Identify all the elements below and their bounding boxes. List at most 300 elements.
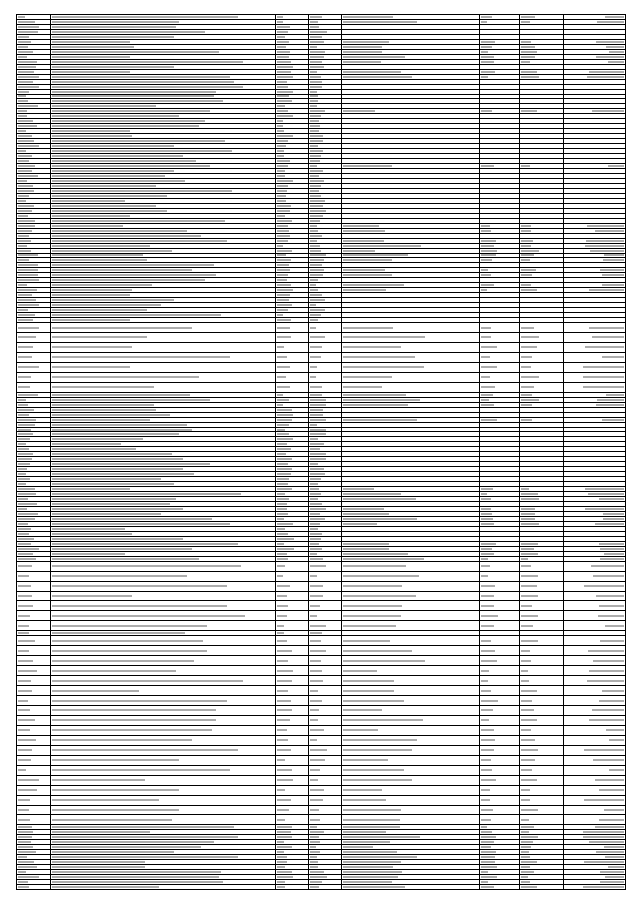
year-repair-cell: [309, 214, 342, 218]
row-id-cell: [17, 35, 51, 39]
work-type-text: [343, 245, 421, 247]
work-type-text: [343, 690, 394, 692]
work-type-cell: [342, 557, 480, 561]
period-to-text: [521, 841, 533, 843]
work-type-cell: [342, 572, 480, 581]
period-to-cell: [520, 70, 564, 74]
work-type-cell: [342, 373, 480, 382]
work-type-cell: [342, 592, 480, 601]
period-from-cell: [480, 129, 520, 133]
year-built-cell: [276, 840, 309, 844]
year-built-cell: [276, 462, 309, 466]
year-repair-text: [310, 16, 322, 18]
period-from-cell: [480, 80, 520, 84]
year-repair-text: [310, 284, 316, 286]
row-id-cell: [17, 865, 51, 869]
address-text: [52, 145, 174, 147]
amount-cell: [564, 109, 626, 113]
year-repair-cell: [309, 224, 342, 228]
row-id-text: [18, 210, 32, 212]
address-cell: [51, 477, 276, 481]
work-type-cell: [342, 806, 480, 815]
work-type-text: [343, 595, 416, 597]
period-from-cell: [480, 60, 520, 64]
address-cell: [51, 214, 276, 218]
work-type-cell: [342, 109, 480, 113]
year-built-text: [277, 438, 293, 440]
period-from-cell: [480, 114, 520, 118]
period-from-cell: [480, 219, 520, 223]
period-to-cell: [520, 428, 564, 432]
year-built-text: [277, 81, 287, 83]
year-built-text: [277, 366, 290, 368]
row-id-text: [18, 719, 35, 721]
year-repair-cell: [309, 189, 342, 193]
period-from-text: [481, 799, 490, 801]
period-to-text: [521, 779, 537, 781]
period-from-text: [481, 518, 493, 520]
year-built-text: [277, 41, 289, 43]
address-text: [52, 225, 123, 227]
table-row: [17, 706, 626, 716]
year-repair-cell: [309, 99, 342, 103]
address-text: [52, 160, 196, 162]
year-built-text: [277, 660, 288, 662]
period-to-text: [521, 558, 528, 560]
amount-text: [587, 225, 624, 227]
period-to-text: [521, 640, 538, 642]
amount-cell: [564, 229, 626, 233]
amount-cell: [564, 104, 626, 108]
row-id-cell: [17, 45, 51, 49]
address-cell: [51, 875, 276, 879]
period-from-cell: [480, 542, 520, 546]
period-to-cell: [520, 60, 564, 64]
year-built-cell: [276, 885, 309, 889]
period-from-cell: [480, 537, 520, 541]
year-built-text: [277, 498, 289, 500]
year-repair-text: [310, 409, 323, 411]
amount-cell: [564, 75, 626, 79]
year-built-cell: [276, 835, 309, 839]
amount-cell: [564, 25, 626, 29]
amount-cell: [564, 40, 626, 44]
period-from-text: [481, 876, 497, 878]
year-built-text: [277, 250, 292, 252]
address-cell: [51, 582, 276, 591]
period-from-text: [481, 498, 491, 500]
row-id-cell: [17, 204, 51, 208]
year-repair-text: [310, 640, 321, 642]
address-text: [52, 458, 183, 460]
period-from-cell: [480, 432, 520, 436]
year-built-cell: [276, 60, 309, 64]
period-to-cell: [520, 756, 564, 765]
year-repair-text: [310, 700, 322, 702]
work-type-text: [343, 366, 424, 368]
year-repair-cell: [309, 263, 342, 267]
year-repair-text: [310, 468, 324, 470]
row-id-cell: [17, 408, 51, 412]
year-built-text: [277, 230, 289, 232]
work-type-cell: [342, 95, 480, 99]
work-type-text: [343, 769, 404, 771]
year-built-text: [277, 394, 283, 396]
year-repair-cell: [309, 20, 342, 24]
row-id-cell: [17, 432, 51, 436]
period-from-cell: [480, 552, 520, 556]
period-from-cell: [480, 55, 520, 59]
period-from-text: [481, 289, 487, 291]
period-from-cell: [480, 592, 520, 601]
row-id-text: [18, 856, 27, 858]
year-repair-text: [310, 503, 322, 505]
address-cell: [51, 592, 276, 601]
work-type-text: [343, 513, 389, 515]
year-built-cell: [276, 487, 309, 491]
address-text: [52, 680, 243, 682]
row-id-cell: [17, 303, 51, 307]
row-id-cell: [17, 875, 51, 879]
row-id-cell: [17, 293, 51, 297]
year-built-cell: [276, 75, 309, 79]
amount-cell: [564, 99, 626, 103]
year-built-cell: [276, 592, 309, 601]
row-id-text: [18, 739, 36, 741]
row-id-cell: [17, 686, 51, 695]
amount-text: [584, 585, 624, 587]
year-repair-text: [310, 809, 319, 811]
address-cell: [51, 611, 276, 620]
period-from-cell: [480, 527, 520, 531]
year-built-text: [277, 66, 293, 68]
row-id-cell: [17, 234, 51, 238]
row-id-text: [18, 245, 27, 247]
year-repair-text: [310, 366, 317, 368]
work-type-cell: [342, 467, 480, 471]
amount-cell: [564, 373, 626, 382]
year-repair-text: [310, 553, 317, 555]
year-built-text: [277, 453, 286, 455]
year-repair-text: [310, 376, 316, 378]
address-text: [52, 76, 230, 78]
work-type-cell: [342, 184, 480, 188]
row-id-cell: [17, 298, 51, 302]
year-repair-text: [310, 190, 319, 192]
work-type-cell: [342, 815, 480, 824]
table-row: [17, 323, 626, 333]
period-from-cell: [480, 766, 520, 775]
table-row: [17, 373, 626, 383]
amount-cell: [564, 442, 626, 446]
work-type-cell: [342, 865, 480, 869]
address-text: [52, 841, 214, 843]
year-built-text: [277, 314, 283, 316]
year-repair-cell: [309, 552, 342, 556]
address-text: [52, 264, 214, 266]
address-text: [52, 779, 145, 781]
row-id-text: [18, 376, 31, 378]
year-built-text: [277, 866, 285, 868]
address-cell: [51, 149, 276, 153]
address-cell: [51, 189, 276, 193]
row-id-cell: [17, 512, 51, 516]
year-repair-cell: [309, 35, 342, 39]
row-id-text: [18, 729, 30, 731]
year-repair-cell: [309, 194, 342, 198]
period-from-text: [481, 595, 494, 597]
address-cell: [51, 815, 276, 824]
amount-text: [593, 759, 624, 761]
period-to-cell: [520, 776, 564, 785]
address-cell: [51, 870, 276, 874]
work-type-text: [343, 759, 388, 761]
row-id-text: [18, 225, 35, 227]
period-from-cell: [480, 45, 520, 49]
work-type-cell: [342, 204, 480, 208]
amount-cell: [564, 258, 626, 262]
year-repair-text: [310, 543, 319, 545]
address-cell: [51, 219, 276, 223]
year-built-text: [277, 145, 286, 147]
year-built-text: [277, 215, 285, 217]
period-to-cell: [520, 229, 564, 233]
year-repair-text: [310, 819, 320, 821]
address-text: [52, 185, 156, 187]
period-to-text: [521, 871, 534, 873]
row-id-text: [18, 95, 26, 97]
table-row: [17, 766, 626, 776]
row-id-text: [18, 409, 34, 411]
year-built-text: [277, 240, 288, 242]
year-repair-text: [310, 448, 320, 450]
period-to-cell: [520, 25, 564, 29]
year-repair-cell: [309, 582, 342, 591]
year-repair-text: [310, 289, 318, 291]
year-built-text: [277, 105, 285, 107]
period-to-cell: [520, 134, 564, 138]
year-built-cell: [276, 273, 309, 277]
amount-cell: [564, 512, 626, 516]
year-repair-text: [310, 478, 321, 480]
address-cell: [51, 517, 276, 521]
amount-text: [591, 565, 624, 567]
year-built-cell: [276, 423, 309, 427]
period-to-cell: [520, 875, 564, 879]
amount-cell: [564, 875, 626, 879]
row-id-text: [18, 274, 38, 276]
year-repair-text: [310, 876, 327, 878]
period-from-cell: [480, 860, 520, 864]
amount-text: [597, 399, 624, 401]
work-type-text: [343, 640, 390, 642]
amount-cell: [564, 423, 626, 427]
period-to-cell: [520, 457, 564, 461]
period-to-cell: [520, 472, 564, 476]
amount-cell: [564, 766, 626, 775]
period-to-cell: [520, 80, 564, 84]
amount-text: [603, 259, 624, 261]
period-to-text: [521, 769, 532, 771]
period-from-cell: [480, 442, 520, 446]
amount-cell: [564, 746, 626, 755]
amount-text: [600, 881, 624, 883]
row-id-cell: [17, 855, 51, 859]
year-built-cell: [276, 646, 309, 655]
period-to-text: [521, 394, 532, 396]
row-id-text: [18, 394, 38, 396]
year-built-text: [277, 709, 292, 711]
row-id-text: [18, 670, 37, 672]
period-from-text: [481, 660, 497, 662]
year-repair-text: [310, 66, 324, 68]
work-type-cell: [342, 20, 480, 24]
address-text: [52, 433, 179, 435]
work-type-text: [343, 399, 420, 401]
year-built-text: [277, 319, 291, 321]
period-to-text: [521, 46, 535, 48]
period-from-text: [481, 366, 497, 368]
table-row: [17, 885, 626, 890]
row-id-text: [18, 76, 39, 78]
work-type-cell: [342, 676, 480, 685]
year-built-cell: [276, 383, 309, 392]
year-repair-cell: [309, 229, 342, 233]
row-id-cell: [17, 428, 51, 432]
row-id-cell: [17, 15, 51, 19]
row-id-text: [18, 809, 29, 811]
amount-cell: [564, 552, 626, 556]
amount-cell: [564, 696, 626, 705]
period-from-text: [481, 376, 490, 378]
period-from-text: [481, 548, 492, 550]
period-to-cell: [520, 373, 564, 382]
year-built-cell: [276, 189, 309, 193]
work-type-cell: [342, 154, 480, 158]
row-id-cell: [17, 184, 51, 188]
address-text: [52, 314, 221, 316]
year-built-cell: [276, 870, 309, 874]
year-repair-cell: [309, 457, 342, 461]
year-repair-cell: [309, 283, 342, 287]
period-from-cell: [480, 865, 520, 869]
row-id-text: [18, 240, 31, 242]
year-built-cell: [276, 20, 309, 24]
period-to-cell: [520, 487, 564, 491]
year-repair-text: [310, 175, 319, 177]
row-id-text: [18, 851, 36, 853]
address-text: [52, 615, 245, 617]
row-id-text: [18, 366, 39, 368]
address-text: [52, 719, 216, 721]
year-repair-cell: [309, 706, 342, 715]
row-id-cell: [17, 229, 51, 233]
period-to-cell: [520, 726, 564, 735]
period-from-text: [481, 851, 496, 853]
work-type-cell: [342, 308, 480, 312]
year-built-cell: [276, 875, 309, 879]
period-from-text: [481, 245, 494, 247]
year-built-cell: [276, 507, 309, 511]
year-built-text: [277, 443, 287, 445]
address-cell: [51, 234, 276, 238]
period-from-text: [481, 240, 496, 242]
period-from-cell: [480, 154, 520, 158]
period-to-cell: [520, 442, 564, 446]
row-id-cell: [17, 129, 51, 133]
amount-cell: [564, 447, 626, 451]
row-id-cell: [17, 806, 51, 815]
address-text: [52, 394, 190, 396]
year-built-text: [277, 419, 292, 421]
row-id-cell: [17, 507, 51, 511]
row-id-text: [18, 220, 35, 222]
row-id-text: [18, 264, 38, 266]
work-type-cell: [342, 646, 480, 655]
period-to-cell: [520, 870, 564, 874]
address-cell: [51, 865, 276, 869]
year-built-cell: [276, 815, 309, 824]
period-from-cell: [480, 353, 520, 362]
address-cell: [51, 303, 276, 307]
row-id-text: [18, 304, 39, 306]
year-built-text: [277, 424, 289, 426]
address-text: [52, 254, 143, 256]
address-cell: [51, 65, 276, 69]
period-from-text: [481, 523, 494, 525]
row-id-text: [18, 269, 38, 271]
amount-cell: [564, 756, 626, 765]
table-row: [17, 343, 626, 353]
year-repair-cell: [309, 303, 342, 307]
year-repair-text: [310, 558, 323, 560]
period-from-cell: [480, 467, 520, 471]
amount-cell: [564, 547, 626, 551]
year-repair-text: [310, 21, 318, 23]
year-repair-cell: [309, 398, 342, 402]
work-type-cell: [342, 174, 480, 178]
year-built-cell: [276, 447, 309, 451]
year-repair-cell: [309, 472, 342, 476]
year-repair-text: [310, 886, 319, 888]
year-repair-cell: [309, 244, 342, 248]
row-id-cell: [17, 144, 51, 148]
register-table: [16, 14, 626, 890]
address-text: [52, 749, 238, 751]
work-type-cell: [342, 234, 480, 238]
year-built-cell: [276, 268, 309, 272]
address-cell: [51, 850, 276, 854]
period-from-cell: [480, 75, 520, 79]
period-from-cell: [480, 244, 520, 248]
year-built-cell: [276, 497, 309, 501]
year-repair-text: [310, 719, 318, 721]
amount-cell: [564, 70, 626, 74]
period-to-text: [521, 700, 532, 702]
address-text: [52, 309, 147, 311]
year-built-text: [277, 463, 288, 465]
amount-cell: [564, 80, 626, 84]
address-text: [52, 135, 132, 137]
row-id-text: [18, 543, 31, 545]
year-built-cell: [276, 860, 309, 864]
work-type-cell: [342, 611, 480, 620]
amount-cell: [564, 144, 626, 148]
year-repair-text: [310, 851, 320, 853]
period-from-cell: [480, 85, 520, 89]
period-to-cell: [520, 646, 564, 655]
work-type-cell: [342, 35, 480, 39]
